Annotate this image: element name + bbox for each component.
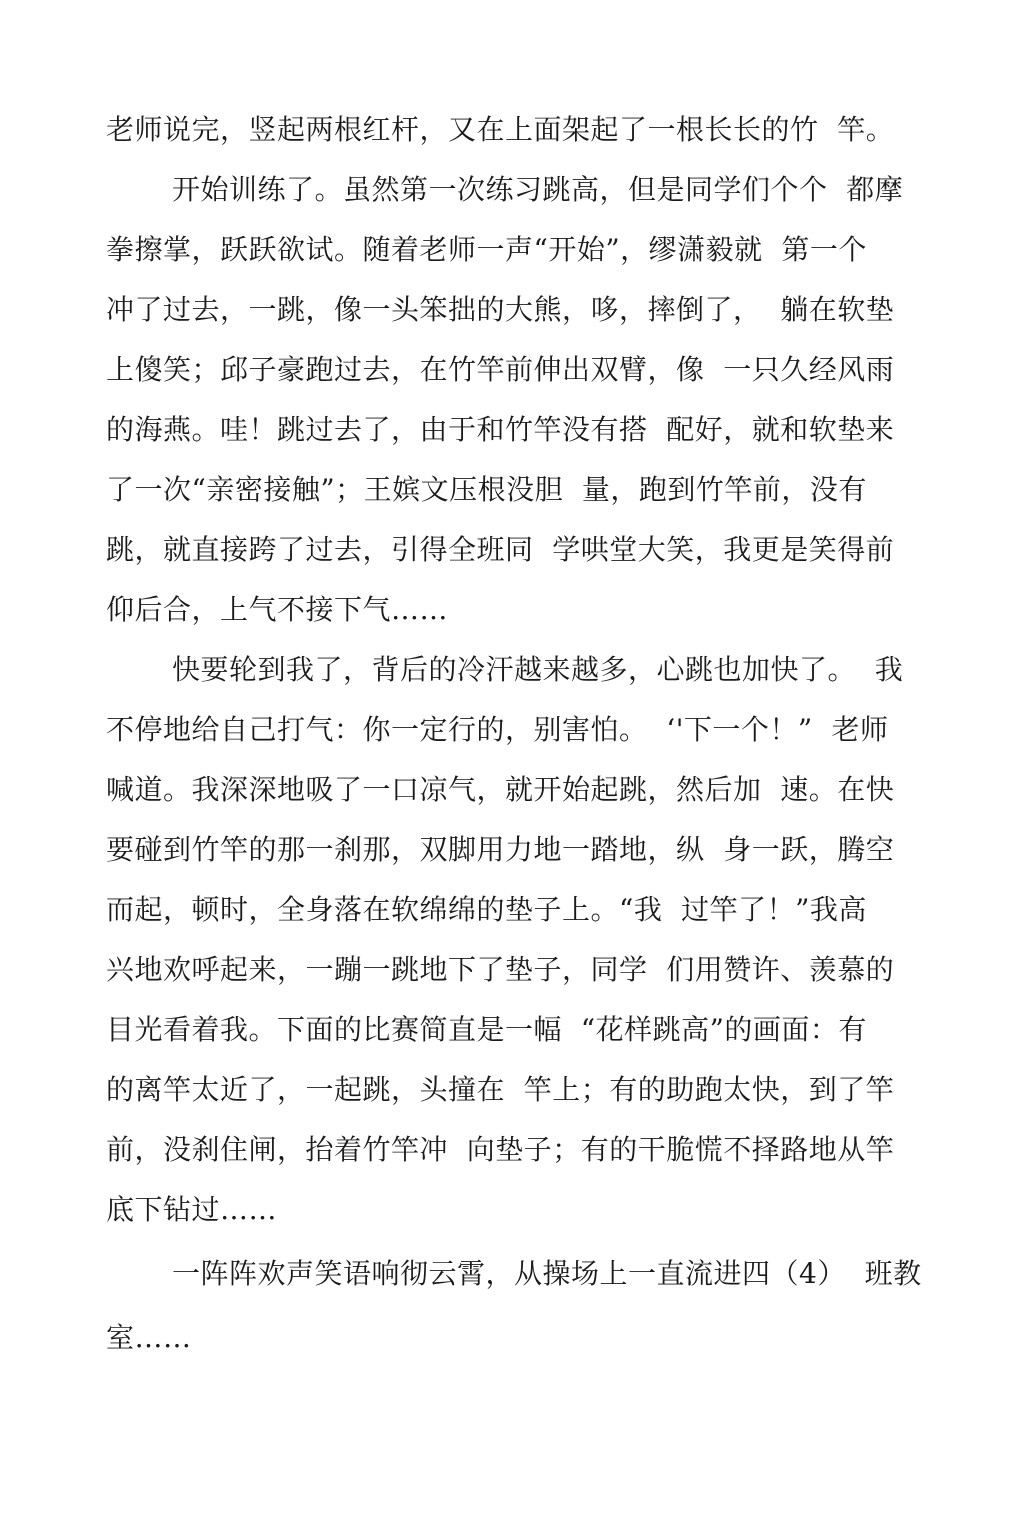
- text-line: 底下钻过……: [106, 1193, 278, 1226]
- text-line: 快要轮到我了，背后的冷汗越来越多，心跳也加快了。 我: [172, 653, 904, 686]
- text-line: 仰后合，上气不接下气……: [106, 593, 449, 626]
- text-line: 喊道。我深深地吸了一口凉气，就开始起跳，然后加 速。在快: [106, 773, 895, 806]
- text-line: 拳擦掌，跃跃欲试。随着老师一声“开始”，缪潇毅就 第一个: [106, 233, 867, 266]
- text-line: 前，没刹住闸，抬着竹竿冲 向垫子；有的干脆慌不择路地从竿: [106, 1133, 895, 1166]
- text-line: 不停地给自己打气：你一定行的，别害怕。 ‘'下一个！” 老师: [106, 713, 889, 746]
- text-line: 而起，顿时，全身落在软绵绵的垫子上。“我 过竿了！”我高: [106, 893, 867, 926]
- text-line: 一阵阵欢声笑语响彻云霄，从操场上一直流进四（4） 班教: [172, 1257, 922, 1290]
- text-line: 开始训练了。虽然第一次练习跳高，但是同学们个个 都摩: [172, 173, 904, 206]
- text-line: 室……: [106, 1321, 192, 1354]
- text-line: 的离竿太近了，一起跳，头撞在 竿上；有的助跑太快，到了竿: [106, 1073, 895, 1106]
- text-line: 跳，就直接跨了过去，引得全班同 学哄堂大笑，我更是笑得前: [106, 533, 895, 566]
- text-line: 了一次“亲密接触”；王嫔文压根没胆 量，跑到竹竿前，没有: [106, 473, 867, 506]
- text-line: 冲了过去，一跳，像一头笨拙的大熊，哆，摔倒了， 躺在软垫: [106, 293, 895, 326]
- text-line: 要碰到竹竿的那一刹那，双脚用力地一踏地，纵 身一跃，腾空: [106, 833, 895, 866]
- text-line: 目光看着我。下面的比赛简直是一幅 “花样跳高”的画面：有: [106, 1013, 867, 1046]
- text-line: 兴地欢呼起来，一蹦一跳地下了垫子，同学 们用赞许、羡慕的: [106, 953, 895, 986]
- text-line: 的海燕。哇！跳过去了，由于和竹竿没有搭 配好，就和软垫来: [106, 413, 895, 446]
- text-line: 上傻笑；邱子豪跑过去，在竹竿前伸出双臂，像 一只久经风雨: [106, 353, 895, 386]
- text-line: 老师说完，竖起两根红杆，又在上面架起了一根长长的竹 竿。: [106, 113, 895, 146]
